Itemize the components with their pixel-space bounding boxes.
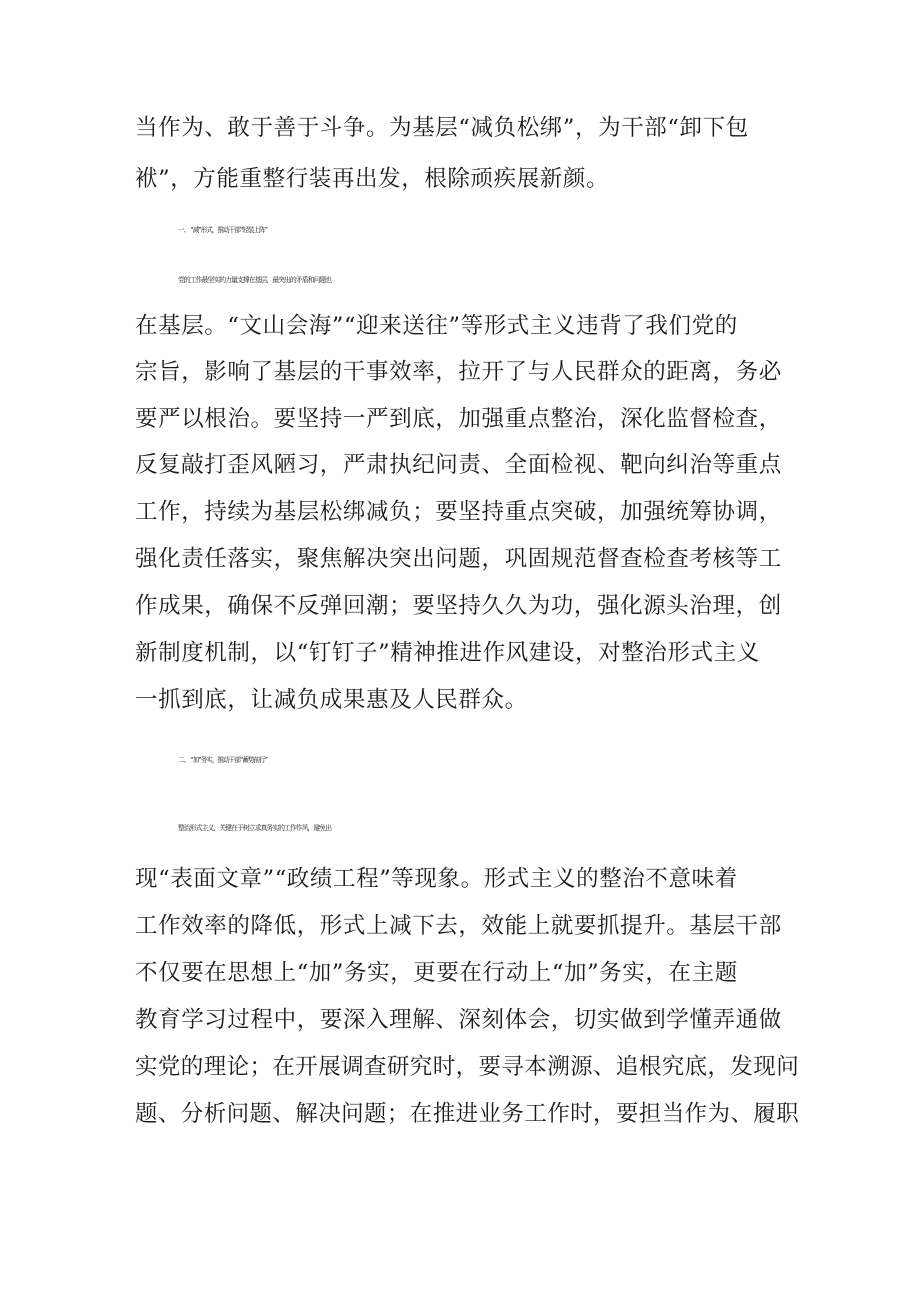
paragraph-line: 现“表面文章”“政绩工程”等现象。形式主义的整治不意味着 (135, 866, 738, 892)
paragraph-line: 整治形式主义，关键在于树立求真务实的工作作风，避免出 (178, 824, 332, 832)
paragraph-line: 作成果，确保不反弹回潮；要坚持久久为功，强化源头治理，创 (135, 593, 782, 619)
paragraph-line: 新制度机制，以“钉钉子”精神推进作风建设，对整治形式主义 (135, 640, 760, 666)
section-heading-2: 二、 “加”务实，推动干部“蓄势前行” (178, 756, 268, 764)
paragraph-line: 袱”，方能重整行装再出发，根除顽疾展新颜。 (135, 166, 610, 192)
paragraph-line: 反复敲打歪风陋习，严肃执纪问责、全面检视、靶向纠治等重点 (135, 452, 782, 478)
paragraph-line: 宗旨，影响了基层的干事效率，拉开了与人民群众的距离，务必 (135, 359, 782, 385)
paragraph-line: 强化责任落实，聚焦解决突出问题，巩固规范督查检查考核等工 (135, 546, 782, 572)
paragraph-line: 工作，持续为基层松绑减负；要坚持重点突破，加强统筹协调， (135, 499, 782, 525)
paragraph-line: 党的工作最坚实的力量支撑在基层，最突出的矛盾和问题也 (178, 276, 332, 284)
paragraph-line: 教育学习过程中，要深入理解、深刻体会，切实做到学懂弄通做 (135, 1007, 782, 1033)
section-heading-1: 一、 “减”形式，推动干部“轻装上阵” (178, 226, 268, 234)
paragraph-line: 题、分析问题、解决问题；在推进业务工作时，要担当作为、履职 (135, 1101, 800, 1127)
paragraph-line: 要严以根治。要坚持一严到底，加强重点整治，深化监督检查， (135, 406, 782, 432)
paragraph-line: 实党的理论；在开展调查研究时，要寻本溯源、追根究底，发现问 (135, 1054, 800, 1080)
paragraph-line: 当作为、敢于善于斗争。为基层“减负松绑”，为干部“卸下包 (135, 115, 749, 141)
paragraph-line: 在基层。“文山会海”“迎来送往”等形式主义违背了我们党的 (135, 313, 738, 339)
paragraph-line: 一抓到底，让减负成果惠及人民群众。 (135, 687, 528, 713)
paragraph-line: 工作效率的降低，形式上减下去，效能上就要抓提升。基层干部 (135, 913, 782, 939)
paragraph-line: 不仅要在思想上“加”务实，更要在行动上“加”务实，在主题 (135, 960, 738, 986)
